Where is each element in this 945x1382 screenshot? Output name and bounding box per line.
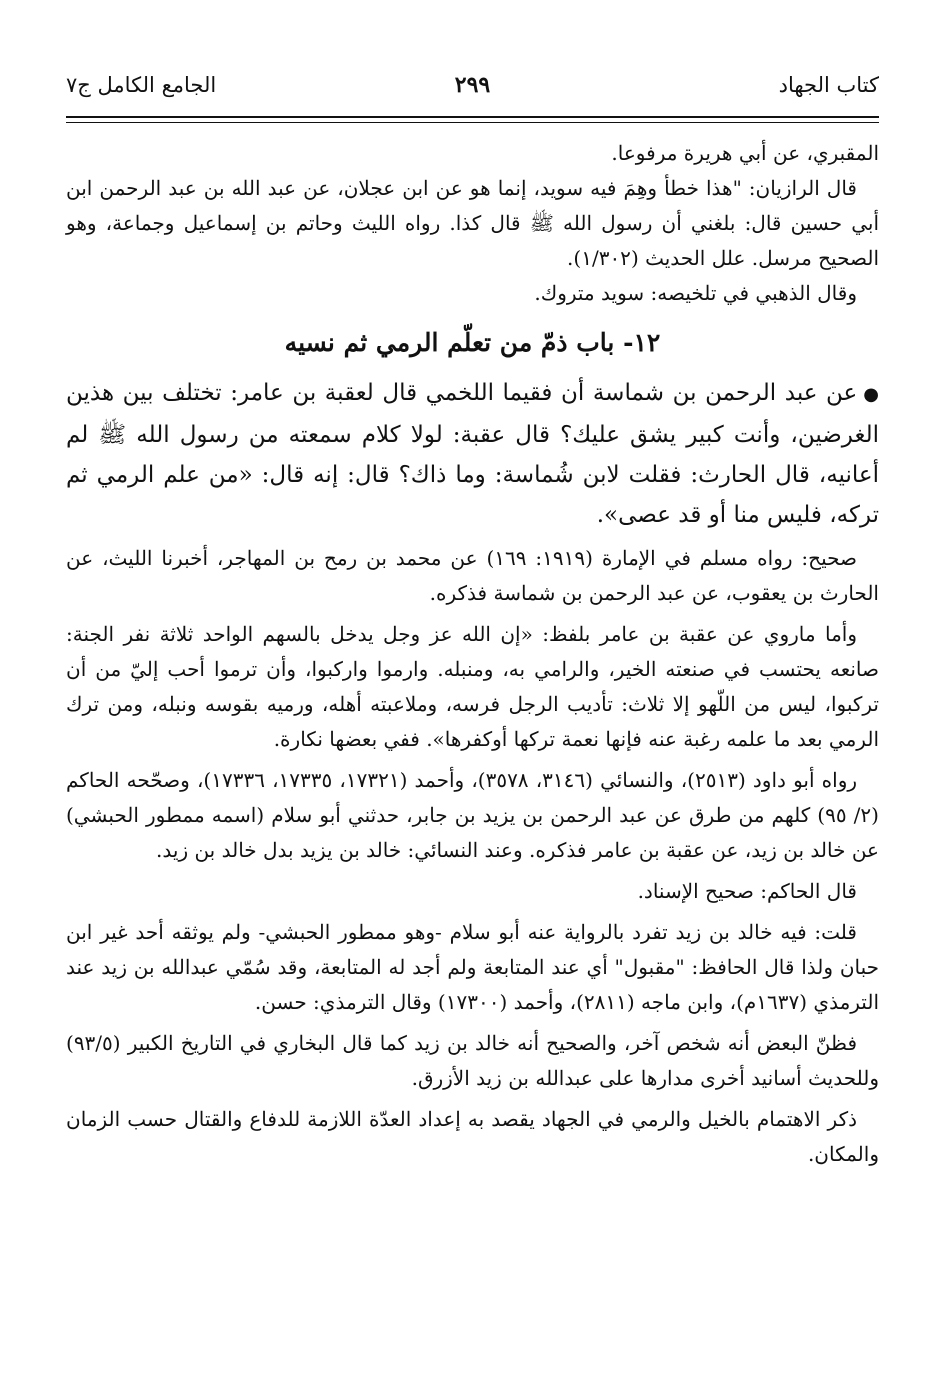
paragraph-hakim: قال الحاكم: صحيح الإسناد.: [637, 879, 857, 903]
paragraph-sahih: صحيح: رواه مسلم في الإمارة (١٩١٩: ١٦٩) عن محمد بن رمح بن المهاجر، أخبرنا الليث، عن الحارث بن يعقوب، عن عبد الرحمن بن شماسة فذكره.: [66, 546, 879, 605]
paragraph-takhrij: رواه أبو داود (٢٥١٣)، والنسائي (٣١٤٦، ٣٥٧٨)، وأحمد (١٧٣٢١، ١٧٣٣٥، ١٧٣٣٦)، وصحّحه الحاكم (٢/ ٩٥) كلهم من طرق عن عبد الرحمن بن يزيد بن جابر، حدثني أبو سلام (اسمه ممطور الحبشي) عن خالد بن زيد، عن عقبة بن عامر فذكره. وعند النسائي: خالد بن يزيد بدل خالد بن زيد.: [66, 768, 879, 862]
paragraph-razi: قال الرازيان: "هذا خطأ وهِمَ فيه سويد، إنما هو عن ابن عجلان، عن عبد الله بن عبد الرحمن ابن أبي حسين قال: بلغني أن رسول الله ﷺ قال كذا. رواه الليث وحاتم بن إسماعيل وجماعة، وهو الصحيح مرسل. علل الحديث (١/٣٠٢).: [66, 176, 879, 270]
hadith-text: [66, 373, 879, 535]
bullet-icon: ●: [863, 384, 879, 405]
paragraph-dhahabi: وقال الذهبي في تلخيصه: سويد متروك.: [534, 281, 857, 305]
header-rule-thin: [66, 122, 879, 123]
hadith-body: عن عبد الرحمن بن شماسة أن فقيما اللخمي قال لعقبة بن عامر: تختلف بين هذين الغرضين، وأنت كبير يشق عليك؟ قال عقبة: لولا كلام سمعته من رسول الله ﷺ لم أعانيه، قال الحارث: فقلت لابن شُماسة: وما ذاك؟ قال: إنه قال: «من علم الرمي ثم تركه، فليس منا أو قد عصى».: [66, 380, 879, 528]
chapter-heading: ١٢- باب ذمّ من تعلّم الرمي ثم نسيه: [284, 328, 661, 357]
chapter-title: كتاب الجهاد: [778, 73, 879, 97]
running-header: [66, 68, 879, 108]
paragraph-comment: قلت: فيه خالد بن زيد تفرد بالرواية عنه أبو سلام -وهو ممطور الحبشي- ولم يوثقه أحد غير ابن حبان ولذا قال الحافظ: "مقبول" أي عند المتابعة ولم أجد له المتابعة، وقد سُمّي عبدالله بن زيد عند الترمذي (١٦٣٧م)، وابن ماجه (٢٨١١)، وأحمد (١٧٣٠٠) وقال الترمذي: حسن.: [66, 920, 879, 1014]
header-rule-thick: [66, 116, 879, 118]
book-title: الجامع الكامل ج٧: [66, 73, 217, 97]
paragraph-other-narration: وأما ماروي عن عقبة بن عامر بلفظ: «إن الله عز وجل يدخل بالسهم الواحد ثلاثة نفر الجنة: صانعه يحتسب في صنعته الخير، والرامي به، ومنبله. وارموا واركبوا، وأن ترموا أحب إليّ من أن تركبوا، ليس من اللّهو إلا ثلاث: تأديب الرجل فرسه، وملاعبته أهله، ورميه بقوسه ونبله، ومن ترك الرمي بعد ما علمه رغبة عنه فإنها نعمة تركها أوكفرها». ففي بعضها نكارة.: [66, 622, 879, 751]
paragraph-continuation: المقبري، عن أبي هريرة مرفوعا.: [611, 141, 879, 165]
page-body: [66, 136, 879, 1172]
paragraph-closing: ذكر الاهتمام بالخيل والرمي في الجهاد يقصد به إعداد العدّة اللازمة للدفاع والقتال حسب الزمان والمكان.: [66, 1107, 879, 1166]
page-number: ٢٩٩: [454, 72, 491, 98]
paragraph-bukhari: فظنّ البعض أنه شخص آخر، والصحيح أنه خالد بن زيد كما قال البخاري في التاريخ الكبير (٩٣/٥) وللحديث أسانيد أخرى مدارها على عبدالله بن زيد الأزرق.: [66, 1031, 879, 1090]
